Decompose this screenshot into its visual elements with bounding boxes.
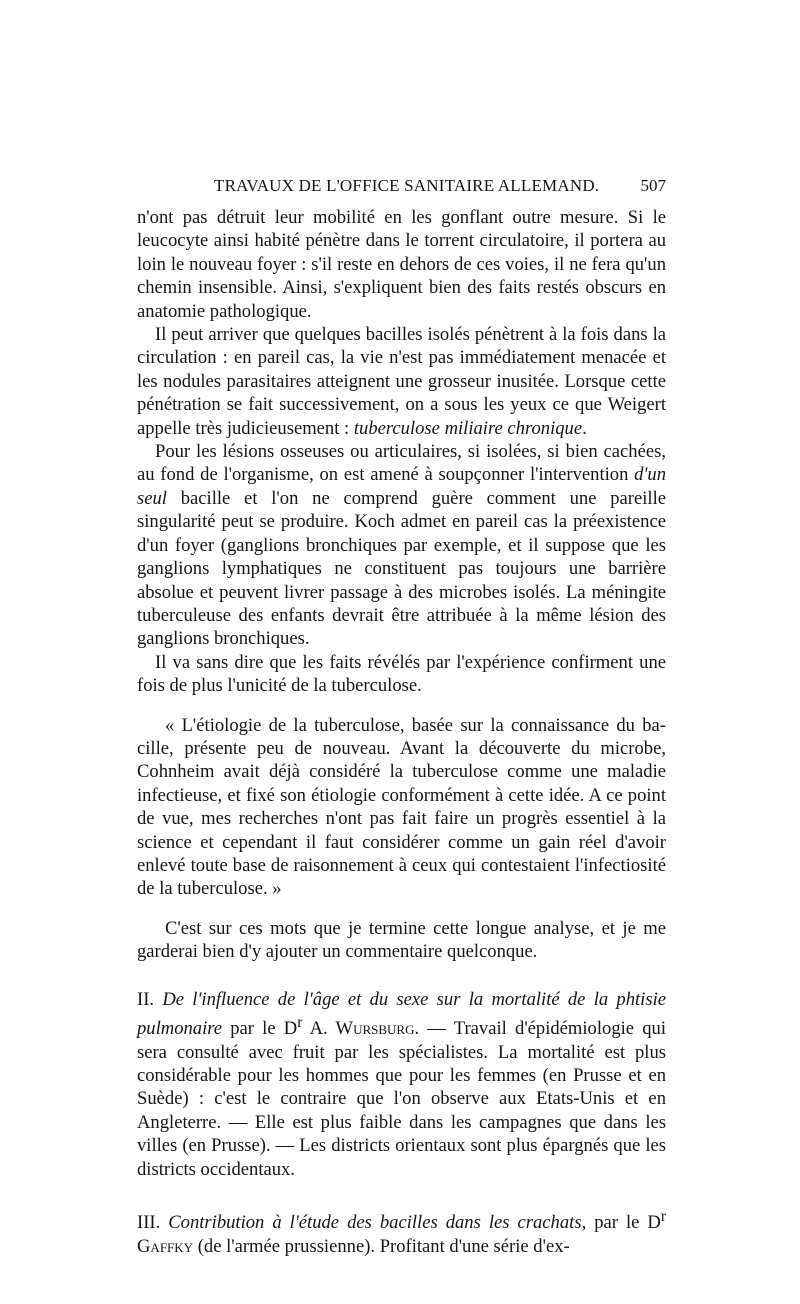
paragraph-2-text: Il peut arriver que quelques bacilles isolés pénètrent à la fois dans la circulation : en pareil cas, la vie n'est pas immédiatement menacée et les nodules parasitaires atteignent une grosseur inusitée. Lorsque cette pénétration se fait successivement, on a sous les yeux ce que Weigert appelle très judicieusement :: [137, 324, 666, 439]
paragraph-2-end: .: [582, 417, 587, 439]
paragraph-1: n'ont pas détruit leur mobilité en les gonflant outre mesure. Si le leucocyte ainsi habité pénètre dans le torrent circulatoire, il portera au loin le nouveau foyer : s'il reste en dehors de ces voies, il ne fera qu'un chemin insensible. Ainsi, s'expliquent bien des faits restés obscurs en anatomie pathologique.: [137, 207, 666, 322]
running-title: TRAVAUX DE L'OFFICE SANITAIRE ALLEMAND.: [214, 176, 600, 195]
section-3-after-title: , par le D: [581, 1212, 661, 1234]
section-2-body: . — Travail d'épidémiologie qui sera consulté avec fruit par les spécialistes. La mortalité est plus considérable pour les hommes que pour les femmes (en Prusse et en Suède) : c'est le contraire que l'on observe aux Etats-Unis et en Angleterre. — Elle est plus faible dans les campagnes que dans les villes (en Prusse). — Les districts orientaux sont plus épargnés que les districts occidentaux.: [137, 1018, 666, 1180]
section-2-title: De l'influence de l'âge et du sexe sur la mortalité de la phtisie pulmonaire: [137, 988, 667, 1040]
section-2-numeral: II.: [137, 988, 163, 1010]
section-3-author-sup: r: [660, 1208, 667, 1226]
term-miliary-tuberculosis: tuberculose miliaire chronique: [353, 417, 583, 439]
section-3-author: Gaffky: [137, 1235, 194, 1257]
paragraph-3-text: Pour les lésions osseuses ou articulaires, si isolées, si bien cachées, au fond de l'organisme, on est amené à soupçonner l'intervention: [137, 441, 666, 486]
section-2-author-sup: r: [297, 1014, 303, 1031]
body-text: [137, 206, 666, 1258]
section-3-body: (de l'armée prussienne). Profitant d'une série d'ex-: [193, 1235, 570, 1257]
emphasis-single: d'un seul: [137, 464, 666, 509]
section-3: [137, 1205, 666, 1258]
paragraph-2: [137, 323, 666, 440]
paragraph-3-end: bacille et l'on ne comprend guère comment une pareille singularité peut se produire. Koch admet en pareil cas la préexistence d'un foyer (ganglions bronchiques par exemple, et il suppose que les ganglions lymphatiques ne constituent pas toujours une barrière absolue et peuvent livrer passage à des microbes isolés. La méningite tuberculeuse des enfants devrait être attribuée à la même lésion des ganglions bronchiques.: [137, 487, 666, 650]
section-2-author-prefix: par le D: [222, 1018, 298, 1040]
section-2-author: A. Wursburg: [302, 1018, 415, 1040]
koch-quotation: « L'étiologie de la tuberculose, basée sur la connaissance du bacille, présente peu de nouveau. Avant la découverte du microbe, Cohnheim avait déjà considéré la tuberculose comme une maladie infectieuse, et fixé son étiologie conformément à cette idée. A ce point de vue, mes recherches n'ont pas fait faire un progrès essentiel à la science et cependant il faut considérer comme un gain réel d'avoir enlevé toute base de raisonnement à ceux qui contestaient l'infectiosité de la tuberculose. »: [137, 714, 666, 900]
section-2: [137, 988, 666, 1181]
section-3-title: Contribution à l'étude des bacilles dans les crachats: [168, 1212, 582, 1234]
section-3-numeral: III.: [137, 1212, 169, 1234]
paragraph-4: Il va sans dire que les faits révélés par l'expérience confirment une fois de plus l'unicité de la tuberculose.: [137, 651, 666, 697]
paragraph-5: C'est sur ces mots que je termine cette longue analyse, et je me garderai bien d'y ajouter un commentaire quelconque.: [137, 917, 666, 963]
paragraph-3: [137, 440, 666, 651]
page-number: 507: [640, 176, 666, 195]
